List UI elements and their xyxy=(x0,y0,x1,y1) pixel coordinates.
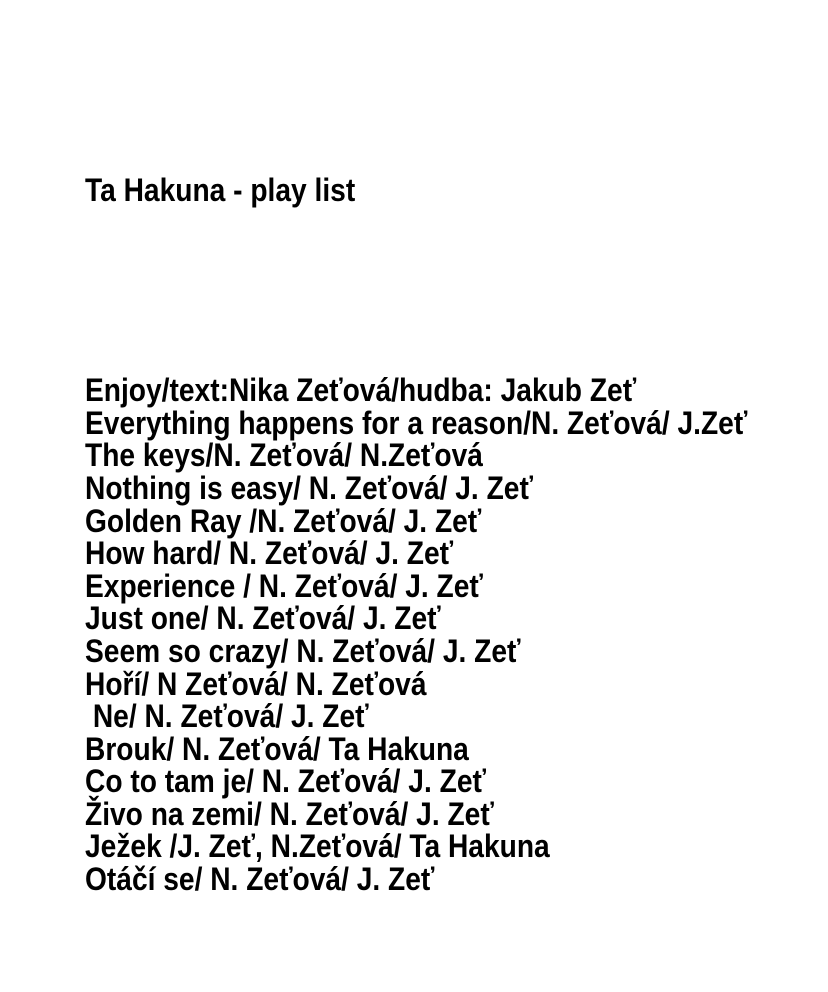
playlist-line: The keys/N. Zeťová/ N.Zeťová xyxy=(85,437,483,474)
playlist-line: Golden Ray /N. Zeťová/ J. Zeť xyxy=(85,502,482,539)
playlist-title: Ta Hakuna - play list xyxy=(85,172,356,209)
playlist-line: Seem so crazy/ N. Zeťová/ J. Zeť xyxy=(85,632,521,669)
playlist-line: How hard/ N. Zeťová/ J. Zeť xyxy=(85,535,454,572)
playlist-line: Just one/ N. Zeťová/ J. Zeť xyxy=(85,600,441,637)
playlist-line: Ježek /J. Zeť, N.Zeťová/ Ta Hakuna xyxy=(85,828,550,865)
playlist-line: Ne/ N. Zeťová/ J. Zeť xyxy=(85,698,369,735)
playlist-line: Enjoy/text:Nika Zeťová/hudba: Jakub Zeť xyxy=(85,372,637,409)
playlist-line: Co to tam je/ N. Zeťová/ J. Zeť xyxy=(85,763,486,800)
playlist-line: Brouk/ N. Zeťová/ Ta Hakuna xyxy=(85,730,469,767)
playlist-line: Nothing is easy/ N. Zeťová/ J. Zeť xyxy=(85,469,533,506)
playlist-line: Živo na zemi/ N. Zeťová/ J. Zeť xyxy=(85,795,494,832)
playlist-line: Everything happens for a reason/N. Zeťová/ J.Zeť xyxy=(85,404,748,441)
playlist-text-block xyxy=(85,109,828,961)
playlist-lines xyxy=(85,374,828,896)
playlist-line: Experience / N. Zeťová/ J. Zeť xyxy=(85,567,483,604)
playlist-line: Otáčí se/ N. Zeťová/ J. Zeť xyxy=(85,861,435,898)
playlist-line: Hoří/ N Zeťová/ N. Zeťová xyxy=(85,665,427,702)
blank-line xyxy=(85,272,828,309)
